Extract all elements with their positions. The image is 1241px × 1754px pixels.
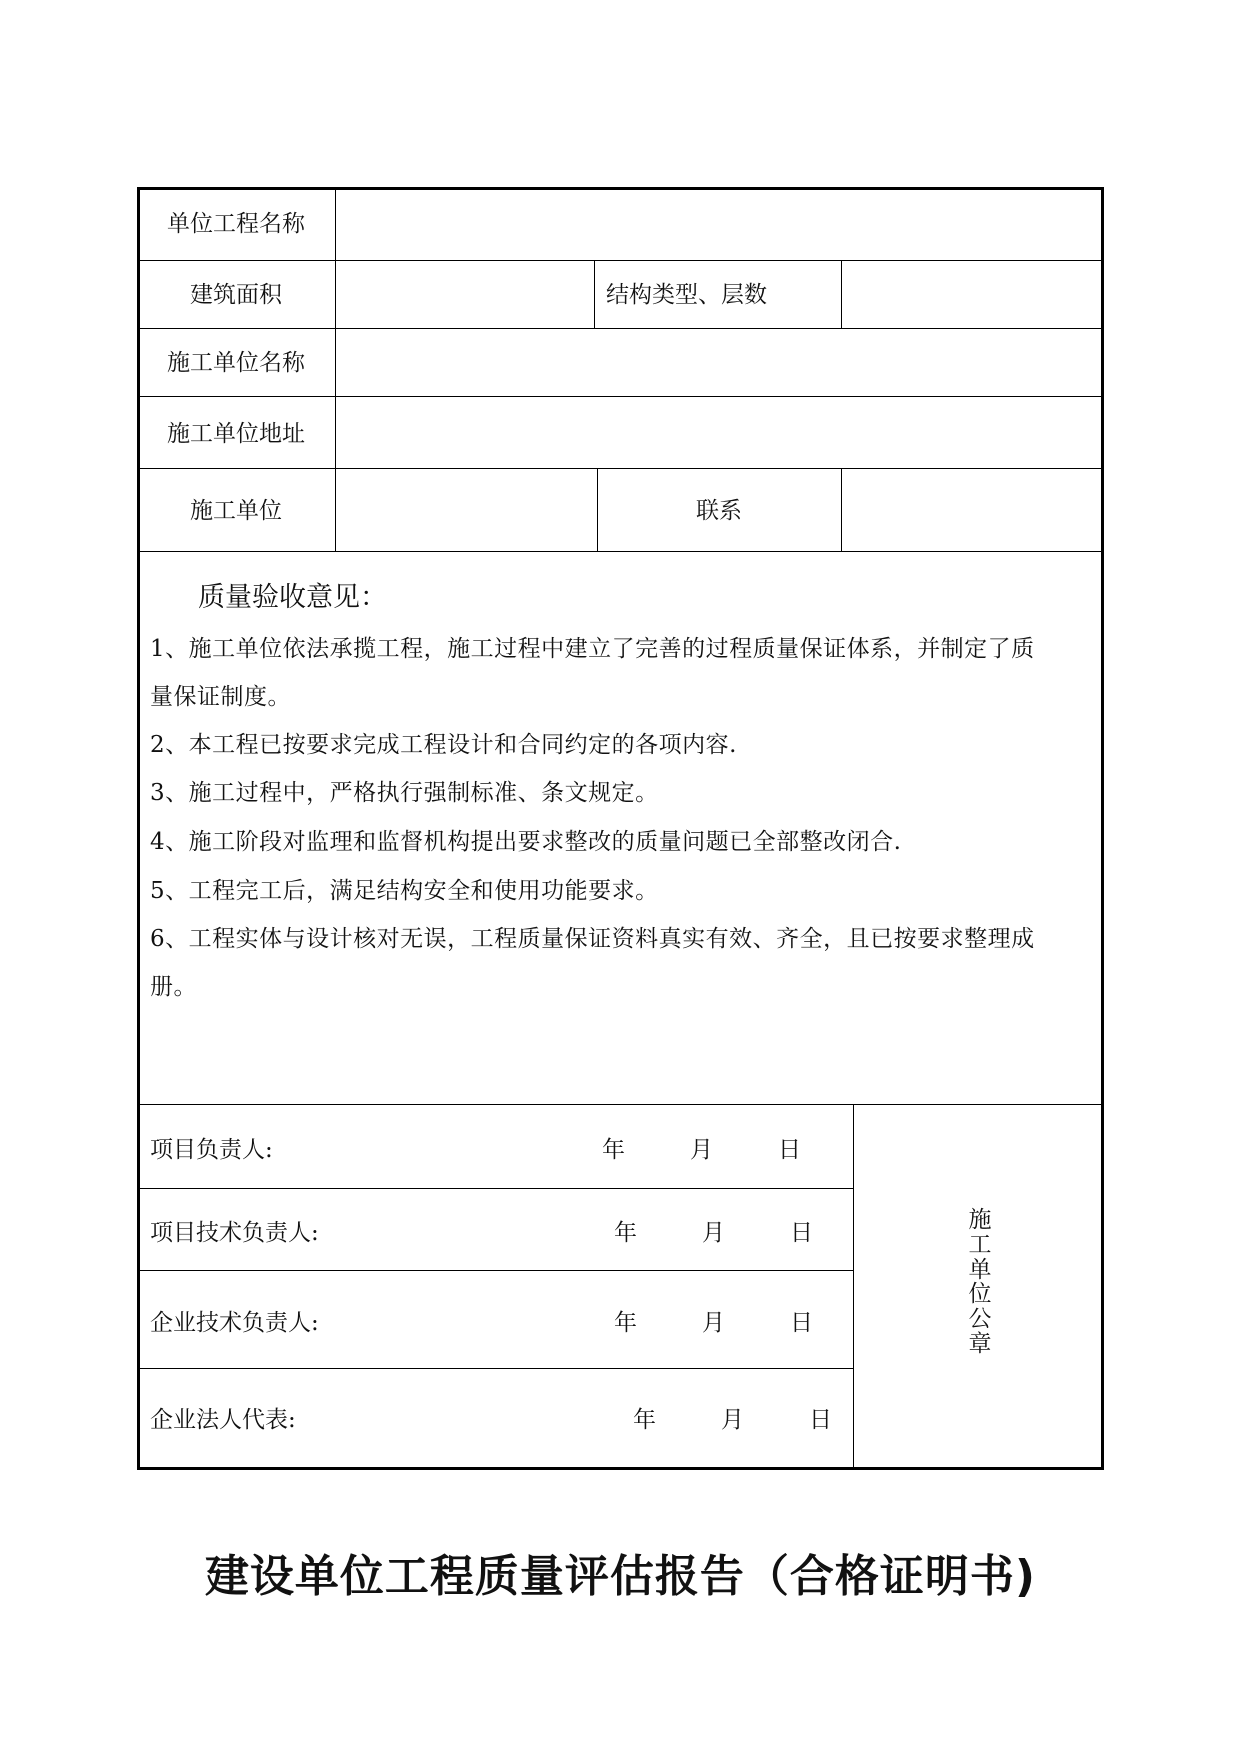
opinion-title: 质量验收意见： — [198, 582, 387, 613]
opinion-line: 量保证制度。 — [150, 684, 291, 710]
contractor-name-label: 施工单位名称 — [167, 350, 305, 376]
legal-representative-signature-label: 企业法人代表: — [150, 1407, 296, 1433]
opinion-line: 4、施工阶段对监理和监督机构提出要求整改的质量问题已全部整改闭合. — [150, 829, 902, 855]
row-divider — [137, 468, 1104, 469]
contractor-address-field[interactable] — [337, 398, 1102, 466]
signature-day: 日 — [809, 1407, 832, 1433]
column-divider — [841, 468, 842, 551]
column-divider — [594, 260, 595, 328]
row-divider — [137, 1368, 853, 1369]
contractor-name-field[interactable] — [337, 330, 1102, 394]
signature-month: 月 — [721, 1407, 744, 1433]
opinion-line: 5、工程完工后，满足结构安全和使用功能要求。 — [150, 878, 659, 904]
opinion-line: 2、本工程已按要求完成工程设计和合同约定的各项内容. — [150, 732, 737, 758]
contact-label: 联系 — [696, 498, 742, 524]
column-divider — [335, 188, 336, 551]
enterprise-tech-lead-signature-label: 企业技术负责人: — [150, 1310, 319, 1336]
row-divider — [137, 260, 1104, 261]
project-name-label: 单位工程名称 — [167, 211, 305, 237]
column-divider — [853, 1104, 854, 1470]
project-name-field[interactable] — [337, 190, 1102, 258]
opinion-line: 册。 — [150, 974, 197, 1000]
row-divider — [137, 328, 1104, 329]
contractor-address-label: 施工单位地址 — [167, 421, 305, 447]
row-divider — [137, 1104, 1104, 1105]
report-title: 建设单位工程质量评估报告（合格证明书) — [204, 1551, 1037, 1602]
structure-type-field[interactable] — [843, 262, 1102, 326]
contractor-field[interactable] — [337, 470, 595, 549]
building-area-label: 建筑面积 — [190, 282, 282, 308]
signature-year: 年 — [614, 1310, 637, 1336]
row-divider — [137, 1188, 853, 1189]
opinion-line: 3、施工过程中，严格执行强制标准、条文规定。 — [150, 780, 659, 806]
project-tech-lead-signature-label: 项目技术负责人: — [150, 1220, 319, 1246]
signature-year: 年 — [614, 1220, 637, 1246]
contractor-seal-label: 施工单位公章 — [968, 1207, 992, 1358]
structure-type-label: 结构类型、层数 — [606, 282, 767, 308]
building-area-field[interactable] — [337, 262, 592, 326]
project-manager-signature-label: 项目负责人: — [150, 1137, 273, 1163]
signature-day: 日 — [778, 1137, 801, 1163]
row-divider — [137, 551, 1104, 552]
signature-month: 月 — [702, 1220, 725, 1246]
row-divider — [137, 1270, 853, 1271]
signature-day: 日 — [790, 1220, 813, 1246]
signature-month: 月 — [702, 1310, 725, 1336]
opinion-line: 6、工程实体与设计核对无误，工程质量保证资料真实有效、齐全，且已按要求整理成 — [150, 926, 1035, 952]
column-divider — [841, 260, 842, 328]
signature-month: 月 — [690, 1137, 713, 1163]
contact-field[interactable] — [843, 470, 1102, 549]
signature-year: 年 — [602, 1137, 625, 1163]
signature-year: 年 — [633, 1407, 656, 1433]
signature-day: 日 — [790, 1310, 813, 1336]
row-divider — [137, 396, 1104, 397]
contractor-label: 施工单位 — [190, 498, 282, 524]
opinion-line: 1、施工单位依法承揽工程，施工过程中建立了完善的过程质量保证体系，并制定了质 — [150, 636, 1035, 662]
